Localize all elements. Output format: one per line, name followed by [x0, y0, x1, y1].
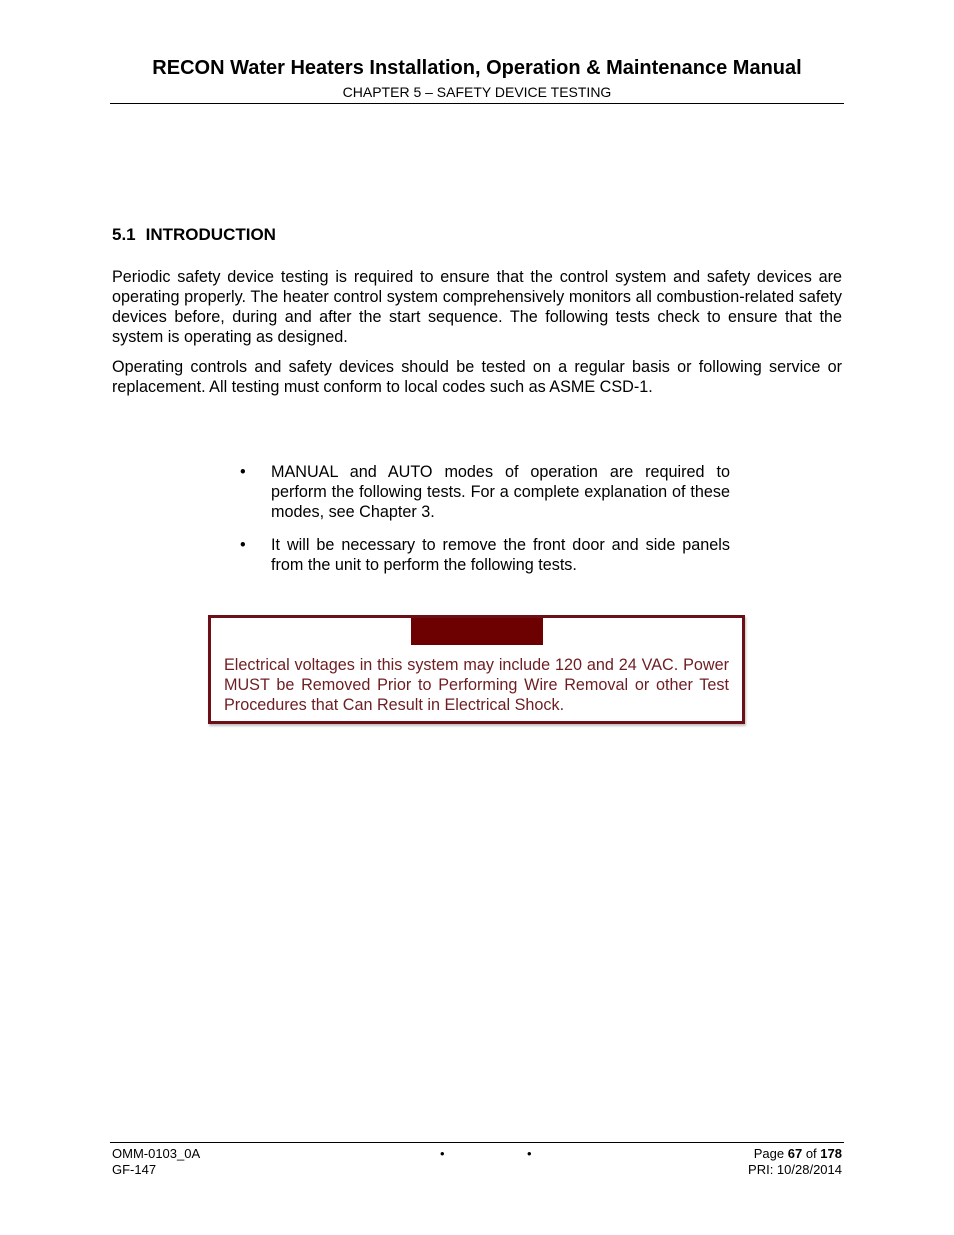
list-item: [240, 462, 730, 522]
page-current: 67: [787, 1146, 803, 1161]
footer-right: [748, 1146, 842, 1178]
bullet-icon: •: [240, 463, 246, 481]
intro-paragraph-1: Periodic safety device testing is required to ensure that the control system and safety devices are operating properly. The heater control system comprehensively monitors all combustion-related safety devices before, during and after the start sequence. The following tests check to ensure that the system is operating as designed.: [112, 268, 842, 346]
footer-bullet-icon: •: [527, 1146, 532, 1161]
list-item: [240, 535, 730, 575]
header-divider: [110, 103, 844, 104]
warning-text: Electrical voltages in this system may include 120 and 24 VAC. Power MUST be Removed Prior to Performing Wire Removal or other Test Procedures that Can Result in Electrical Shock.: [224, 656, 729, 714]
warning-banner: [411, 618, 543, 645]
footer-divider: [110, 1142, 844, 1143]
form-number: GF-147: [112, 1162, 157, 1177]
footer-left: [112, 1146, 200, 1178]
page-header: [110, 56, 844, 100]
section-heading: [112, 225, 276, 245]
note-text: It will be necessary to remove the front door and side panels from the unit to perform the following tests.: [271, 536, 730, 574]
page-number: [748, 1146, 842, 1162]
chapter-title: CHAPTER 5 – SAFETY DEVICE TESTING: [342, 84, 612, 100]
doc-number: OMM-0103_0A: [112, 1146, 201, 1161]
page-total: 178: [820, 1146, 842, 1161]
footer-bullet-icon: •: [440, 1146, 445, 1161]
page-label: Page: [753, 1146, 785, 1161]
page-of: of: [805, 1146, 817, 1161]
intro-paragraph-2: Operating controls and safety devices should be tested on a regular basis or following service or replacement. All testing must conform to local codes such as ASME CSD-1.: [112, 358, 842, 396]
bullet-icon: •: [240, 536, 246, 554]
pri-date: PRI: 10/28/2014: [748, 1162, 842, 1177]
note-text: MANUAL and AUTO modes of operation are required to perform the following tests. For a complete explanation of these modes, see Chapter 3.: [271, 463, 730, 521]
notes-list: [240, 462, 730, 588]
document-title: RECON Water Heaters Installation, Operation & Maintenance Manual: [152, 57, 802, 79]
section-number: 5.1: [112, 225, 136, 244]
warning-box: [208, 615, 745, 724]
section-title: INTRODUCTION: [145, 225, 276, 244]
